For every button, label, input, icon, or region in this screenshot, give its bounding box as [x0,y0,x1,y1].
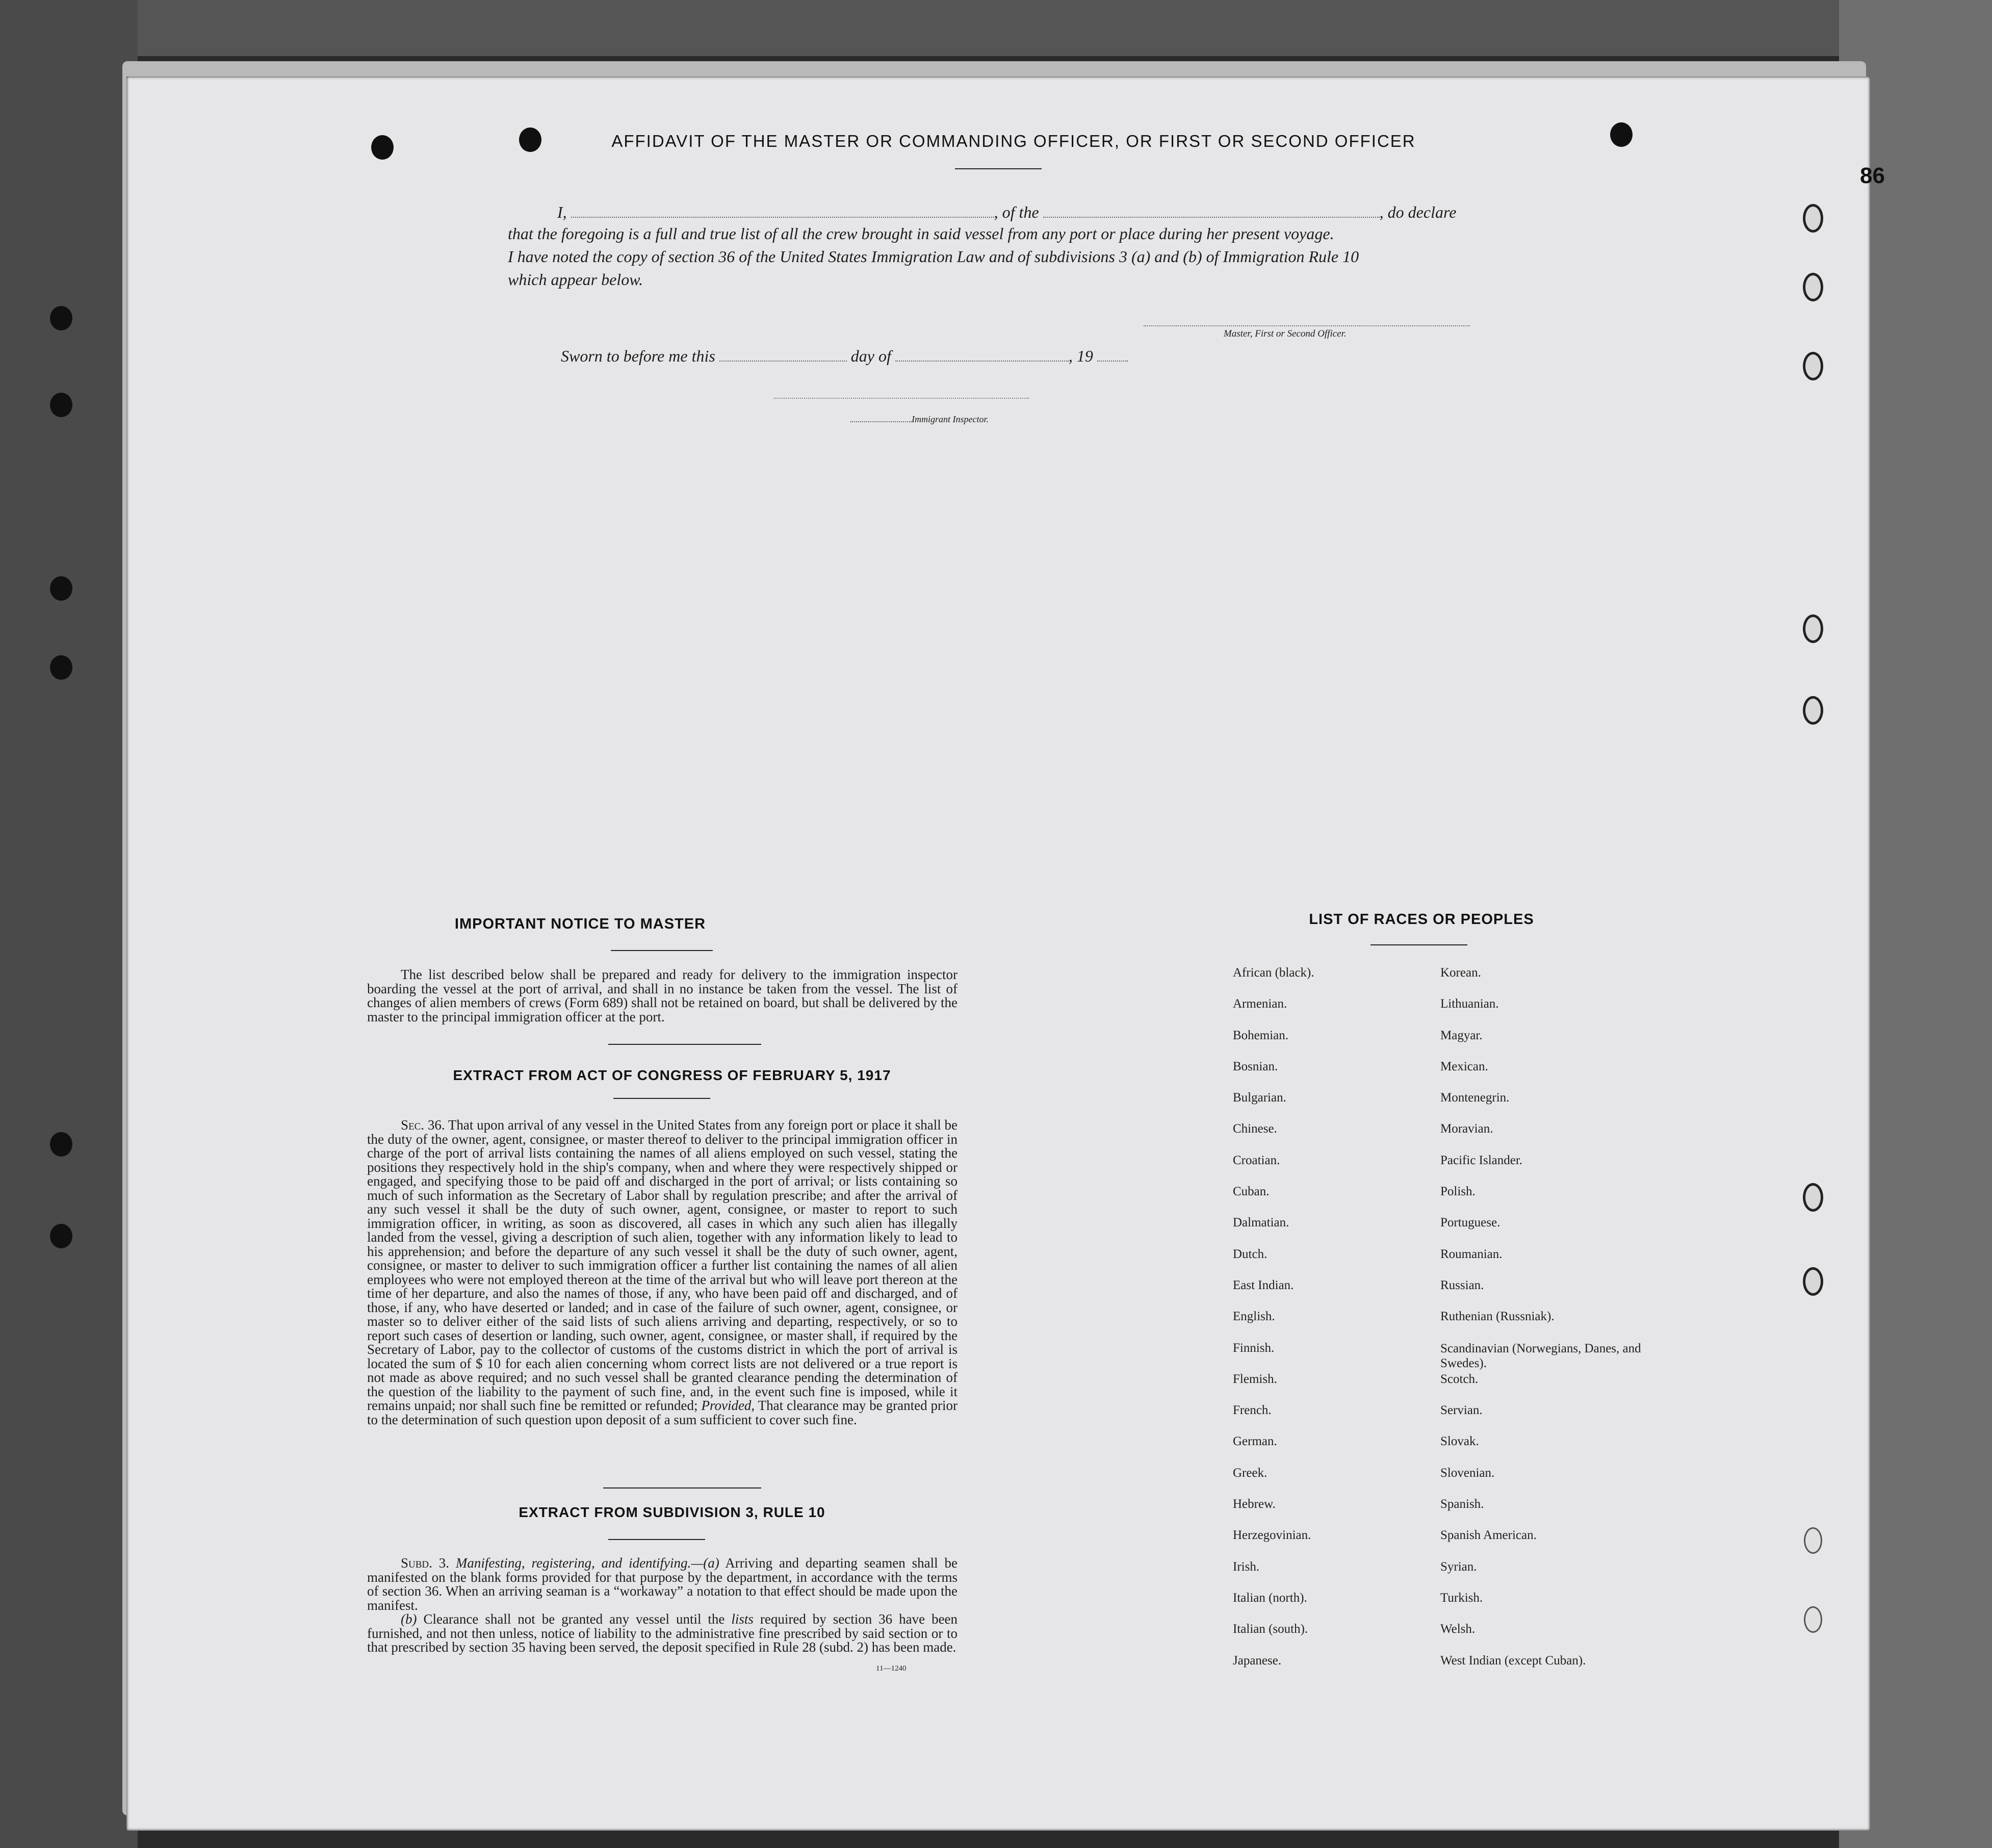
race-item: Slovenian. [1440,1466,1495,1480]
section-divider [603,1487,761,1488]
para-b-text-1: Clearance shall not be granted any vessel until the [423,1611,725,1627]
race-item: Servian. [1440,1403,1483,1418]
extract-rule-body [367,1556,958,1655]
inspector-signature-line [774,398,1029,399]
notice-rule [611,950,713,951]
race-item: German. [1233,1434,1277,1449]
race-item: Scandinavian (Norwegians, Danes, and Swedes). [1440,1341,1641,1370]
extract-act-rule [613,1098,710,1099]
race-item: West Indian (except Cuban). [1440,1653,1586,1667]
race-item: Italian (south). [1233,1622,1308,1636]
affidavit-declare-label: , do declare [1379,203,1457,221]
punch-hole [50,1132,72,1157]
affidavit-line-4: which appear below. [508,270,643,289]
sworn-day-of-label: day of [850,347,891,365]
race-item: Spanish. [1440,1497,1484,1511]
race-item: Lithuanian. [1440,997,1499,1011]
races-right-column [1440,966,1654,1685]
name-blank [571,217,994,218]
punch-hole [1803,273,1823,301]
para-b-text-2: required by section 36 have been furnished, and not then unless, notice of liability to the administrative fine prescribed by said section or to that prescribed by section 35 having been served, the deposit specified in Rule 28 (subd. 2) has been made. [367,1611,958,1655]
race-item: Chinese. [1233,1122,1277,1136]
punch-hole [371,135,394,160]
race-item: Bosnian. [1233,1059,1278,1073]
affidavit-line-1 [557,203,1456,222]
race-item: Spanish American. [1440,1528,1537,1543]
inspector-blank [850,421,912,422]
races-left-column [1233,966,1427,1685]
notice-title: IMPORTANT NOTICE TO MASTER [454,916,706,932]
sworn-line [561,347,1128,366]
punch-hole [1804,1527,1822,1554]
race-item: Dalmatian. [1233,1216,1289,1230]
sworn-year-label: , 19 [1068,347,1093,365]
inspector-label-row [850,414,989,425]
race-item: Montenegrin. [1440,1091,1510,1105]
race-item: Japanese. [1233,1653,1282,1667]
sworn-day-blank [719,361,847,362]
affidavit-title: AFFIDAVIT OF THE MASTER OR COMMANDING OFFICER, OR FIRST OR SECOND OFFICER [611,132,1416,150]
punch-hole [1803,1183,1823,1212]
race-item: Pacific Islander. [1440,1153,1523,1167]
sworn-year-blank [1097,361,1128,362]
race-item: French. [1233,1403,1272,1418]
race-item: East Indian. [1233,1278,1294,1292]
corner-page-number: 86 [1860,163,1885,188]
race-item: Italian (north). [1233,1590,1307,1605]
extract-rule-rule [608,1539,705,1540]
sec-36-text: That upon arrival of any vessel in the United States from any foreign port or place it shall be the duty of the owner, agent, consignee, or master thereof to deliver to the principal immigration officer in charge of the port of arrival lists containing the names of all aliens employed on such vessel, stating the positions they respectively hold in the ship's company, when and where they were respectively shipped or engaged, and specifying those to be paid off and discharged in the port of arrival; or lists containing so much of such information as the Secretary of Labor shall by regulation prescribe; and after the arrival of any such vessel it shall be the duty of such owner, agent, consignee, or master to report to such immigration officer, in writing, as soon as discovered, all cases in which any such alien has illegally landed from the vessel, giving a description of such alien, together with any information likely to lead to his apprehension; and before the departure of any such vessel it shall be the duty of such owner, agent, consignee, or master to deliver to such immigration officer a further list containing the names of all alien employees who were not employed thereon at the time of the arrival but who will leave port thereon at the time of her departure, and also the names of those, if any, who have been paid off and discharged, and of those, if any, who have deserted or landed; and in case of the failure of such owner, agent, consignee, or master so to deliver either of the said lists of such aliens arriving and departing, respectively, or so to report such cases of desertion or landing, such owner, agent, consignee, or master shall, if required by the Secretary of Labor, pay to the collector of customs of the customs district in which the port of arrival is located the sum of $ 10 for each alien concerning whom correct lists are not delivered or a true report is not made as above required; and no such vessel shall be granted clearance pending the determination of the question of the liability to the payment of such fine, and, in the event such fine is imposed, while it remains unpaid; nor shall such fine be remitted or refunded; [367,1117,958,1413]
para-b-lists: lists [731,1611,754,1627]
race-item: Welsh. [1440,1622,1476,1636]
punch-hole [50,393,72,417]
sec-36-label: Sec. 36. [401,1117,445,1133]
punch-hole [1803,614,1823,643]
affidavit-line-2: that the foregoing is a full and true list of all the crew brought in said vessel from any port or place during her present voyage. [508,224,1334,243]
race-item: Polish. [1440,1185,1476,1199]
section-divider [608,1044,761,1045]
extract-act-title: EXTRACT FROM ACT OF CONGRESS OF FEBRUARY 5, 1917 [453,1067,891,1083]
form-number: 11—1240 [876,1664,907,1673]
race-item: Greek. [1233,1466,1267,1480]
punch-hole [1803,352,1823,380]
race-item: African (black). [1233,966,1314,980]
scanner-background-top [0,0,1992,56]
provided-label: Provided, [701,1398,755,1413]
race-item: Slovak. [1440,1434,1479,1449]
race-item: Syrian. [1440,1559,1477,1574]
race-item: English. [1233,1310,1275,1324]
extract-rule-title: EXTRACT FROM SUBDIVISION 3, RULE 10 [519,1504,825,1520]
subd-3-label: Subd. 3. [401,1555,450,1571]
affidavit-i-label: I, [557,203,567,221]
punch-hole [50,576,72,601]
race-item: Cuban. [1233,1185,1270,1199]
race-item: Russian. [1440,1278,1484,1292]
race-item: Ruthenian (Russniak). [1440,1310,1555,1324]
race-item: Flemish. [1233,1372,1277,1386]
races-rule [1370,944,1467,945]
extract-act-body [367,1118,958,1427]
race-item: Roumanian. [1440,1247,1503,1261]
races-title: LIST OF RACES OR PEOPLES [1309,911,1534,928]
document-page [126,76,1885,1831]
race-item: Magyar. [1440,1028,1483,1042]
punch-hole [1804,1606,1822,1633]
punch-hole [50,306,72,330]
race-item: Turkish. [1440,1590,1483,1605]
title-rule [955,168,1042,169]
race-item: Dutch. [1233,1247,1267,1261]
race-item: Scotch. [1440,1372,1479,1386]
race-item: Moravian. [1440,1122,1493,1136]
race-item: Hebrew. [1233,1497,1276,1511]
sec-36-text-end: That clearance may be granted prior to the determination of such question upon deposit of a sum sufficient to cover such fine. [367,1398,958,1427]
para-a-text: Arriving and departing seamen shall be manifested on the blank forms provided for that purpose by the department, in accordance with the terms of section 36. When an arriving seaman is a “workaway” a notation to that effect should be made upon the manifest. [367,1555,958,1613]
punch-hole [1610,122,1633,147]
race-item: Korean. [1440,966,1481,980]
punch-hole [50,1224,72,1248]
para-b-label: (b) [401,1611,417,1627]
race-item: Armenian. [1233,997,1287,1011]
punch-hole [1803,1267,1823,1296]
race-item: Mexican. [1440,1059,1488,1073]
inspector-label: Immigrant Inspector. [912,414,989,424]
affidavit-line-3: I have noted the copy of section 36 of the United States Immigration Law and of subdivisions 3 (a) and (b) of Immigration Rule 10 [508,247,1359,266]
race-item: Finnish. [1233,1341,1275,1355]
scanner-background-left [0,0,138,1848]
punch-hole [1803,696,1823,725]
race-item: Bohemian. [1233,1028,1289,1042]
affidavit-of-label: , of the [994,203,1039,221]
vessel-blank [1043,217,1380,218]
sworn-label: Sworn to before me this [561,347,715,365]
race-item: Bulgarian. [1233,1091,1286,1105]
race-item: Croatian. [1233,1153,1280,1167]
notice-body: The list described below shall be prepared and ready for delivery to the immigration inspector boarding the vessel at the port of arrival, and shall in no instance be taken from the vessel. The list of changes of alien members of crews (Form 689) shall not be retained on board, but shall be delivered by the master to the principal immigration officer at the port. [367,967,958,1024]
signature-line [1144,325,1470,326]
punch-hole [1803,204,1823,233]
race-item: Portuguese. [1440,1216,1501,1230]
subd-3-heading: Manifesting, registering, and identifying.—(a) [455,1555,719,1571]
master-signature-label: Master, First or Second Officer. [1224,328,1347,339]
race-item: Herzegovinian. [1233,1528,1311,1543]
punch-hole [50,655,72,680]
race-item: Irish. [1233,1559,1260,1574]
sworn-month-blank [895,361,1069,362]
